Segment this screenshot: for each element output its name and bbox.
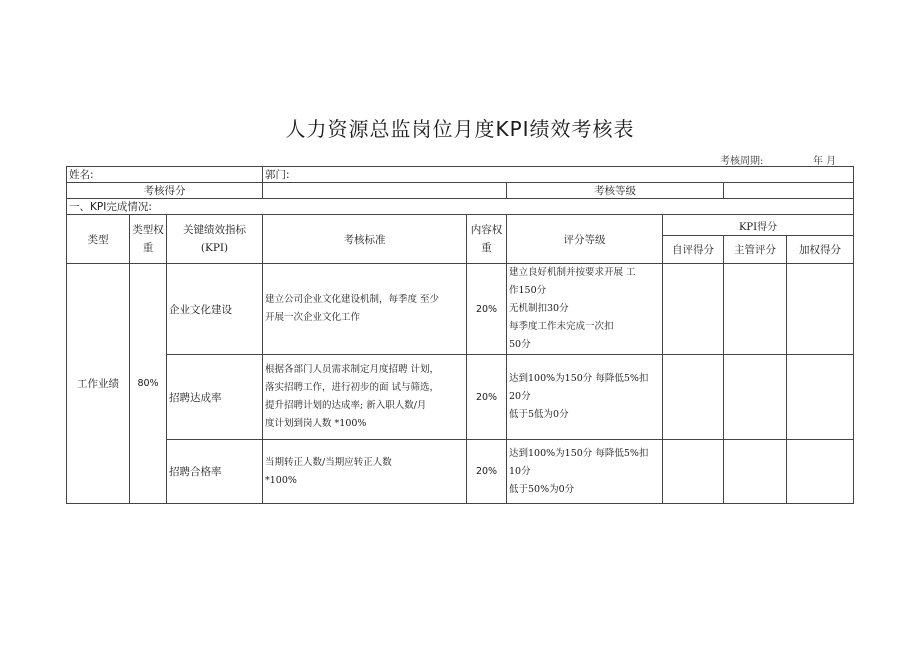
- content-weight: 20%: [467, 440, 507, 504]
- rating-line: 达到100%为150分 每降低5%扣: [509, 447, 649, 459]
- header-kpi: [167, 215, 263, 264]
- header-kpi-text: 关键绩效指标: [183, 224, 246, 236]
- content-weight: 20%: [467, 355, 507, 440]
- header-rating: 评分等级: [507, 215, 663, 264]
- content-weight: 20%: [467, 264, 507, 355]
- criteria-line: 度计划到岗人数 *100%: [265, 418, 367, 429]
- self-score-cell[interactable]: [663, 440, 724, 504]
- header-manager: 主管评分: [724, 236, 787, 264]
- weighted-score-cell[interactable]: [787, 440, 854, 504]
- rating-line: 无机制扣30分: [509, 303, 569, 314]
- criteria-line: 当期转正人数/当期应转正人数: [265, 456, 392, 468]
- header-weighted: 加权得分: [787, 236, 854, 264]
- criteria-line: *100%: [265, 474, 297, 486]
- type-weight: 80%: [130, 264, 167, 504]
- period: [720, 152, 837, 167]
- rating-line: 作150分: [509, 285, 547, 296]
- table-row: [67, 355, 854, 440]
- header-type-weight: 类型权重: [130, 215, 167, 264]
- criteria: [263, 355, 467, 440]
- rating-line: 建立良好机制并按要求开展 工: [509, 267, 636, 278]
- criteria-line: 根据各部门人员需求制定月度招聘 计划，: [265, 364, 440, 375]
- kpi-table: [66, 166, 854, 504]
- table-row: [67, 264, 854, 355]
- criteria-line: 落实招聘工作，进行初步的面 试与筛选，: [265, 382, 440, 393]
- rating: [507, 264, 663, 355]
- rating-line: 低于5低为0分: [509, 409, 569, 420]
- rating-line: 达到100%为150分 每降低5%扣: [509, 373, 649, 384]
- criteria-line: 建立公司企业文化建设机制，每季度 至少: [265, 294, 440, 305]
- header-criteria: 考核标准: [263, 215, 467, 264]
- section-title: 一、KPI完成情况:: [67, 199, 854, 215]
- manager-score-cell[interactable]: [724, 440, 787, 504]
- period-label: 考核周期:: [720, 156, 764, 167]
- header-kpi-sub: (KPI): [200, 242, 229, 254]
- criteria: [263, 264, 467, 355]
- manager-score-cell[interactable]: [724, 264, 787, 355]
- rating: [507, 355, 663, 440]
- kpi-name: 招聘合格率: [167, 440, 263, 504]
- manager-score-cell[interactable]: [724, 355, 787, 440]
- grade-value[interactable]: [724, 183, 854, 199]
- kpi-name: 招聘达成率: [167, 355, 263, 440]
- header-type: 类型: [67, 215, 130, 264]
- grade-label: 考核等级: [507, 183, 724, 199]
- name-label: 姓名:: [69, 169, 94, 181]
- dept-label: 郭门:: [265, 169, 290, 181]
- period-year-month: 年 月: [813, 156, 837, 167]
- kpi-name: 企业文化建设: [167, 264, 263, 355]
- rating-line: 10分: [509, 465, 531, 477]
- score-label: 考核得分: [67, 183, 263, 199]
- rating-line: 每季度工作未完成一次扣: [509, 321, 614, 332]
- self-score-cell[interactable]: [663, 355, 724, 440]
- rating: [507, 440, 663, 504]
- header-self: 自评得分: [663, 236, 724, 264]
- rating-line: 低于50%为0分: [509, 483, 575, 495]
- criteria-line: 提升招聘计划的达成率; 新入职人数/月: [265, 400, 427, 411]
- name-cell: [67, 167, 263, 183]
- score-value[interactable]: [263, 183, 507, 199]
- rating-line: 20分: [509, 391, 531, 402]
- criteria-line: 开展一次企业文化工作: [265, 312, 361, 323]
- header-content-weight: 内容权重: [467, 215, 507, 264]
- weighted-score-cell[interactable]: [787, 355, 854, 440]
- weighted-score-cell[interactable]: [787, 264, 854, 355]
- page-title: 人力资源总监岗位月度KPI绩效考核表: [285, 117, 635, 141]
- dept-cell: [263, 167, 854, 183]
- table-row: [67, 440, 854, 504]
- type-name: 工作业绩: [67, 264, 130, 504]
- rating-line: 50分: [509, 339, 531, 350]
- criteria: [263, 440, 467, 504]
- header-kpi-score: KPI得分: [663, 215, 854, 236]
- self-score-cell[interactable]: [663, 264, 724, 355]
